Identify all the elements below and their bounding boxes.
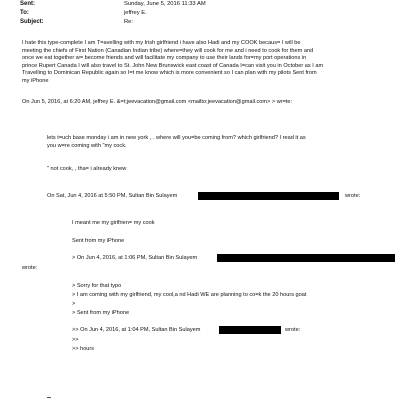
quote-header-sultan: On Sat, Jun 4, 2016 at 5:50 PM, Sultan Bin Sulayem <box>47 193 178 199</box>
body-line: my iPhone <box>22 77 49 84</box>
to-label: To: <box>20 10 29 16</box>
message-line: >> <box>72 337 79 343</box>
quote-header-jeffrey: On Jun 5, 2016, at 6:20 AM, jeffrey E. &=t;jeevacation@gmail.com <mailto:jeevacation@gmail.com> > wr=te: <box>22 99 293 105</box>
reply-not-cook: " not cook, , tha= i already knew <box>47 166 127 172</box>
subject-value: Re: <box>124 19 134 25</box>
message-line: > Sorry for that typo <box>72 283 122 289</box>
body-line: once we eat together w= become friends and will facilitate my company to use their lands for=my port operations in <box>22 55 307 62</box>
body-paragraph <box>22 40 323 86</box>
reply-paragraph <box>47 135 306 150</box>
redaction-bar <box>217 254 395 262</box>
quote-header-wrote: wrote: <box>345 193 361 199</box>
message-line: > <box>72 301 76 307</box>
message-line: >> hours <box>72 346 95 352</box>
subject-label: Subject: <box>20 19 44 25</box>
redaction-bar <box>219 326 281 334</box>
sent-label: Sent: <box>20 1 35 7</box>
body-line: Travelling to Dominican Republic again so I=t me know which is more convenient so I can plan with my pilots Sent from <box>22 70 317 77</box>
redaction-bar <box>198 192 339 200</box>
sent-value: Sunday, June 5, 2016 11:33 AM <box>124 1 206 7</box>
body-line: prince Rupert Canada I will also travel to St. John New Brunswick east coast of Canada I=can visit you in October as I am <box>22 62 324 69</box>
message-line: wrote: <box>22 265 38 271</box>
message-line: I meant me my girlfrien= my cook <box>72 220 155 226</box>
reply-line: you w=re coming with "my cock. <box>47 142 127 149</box>
to-value: jeffrey E. <box>124 10 147 16</box>
message-line: >> On Jun 4, 2016, at 1:04 PM, Sultan Bin Sulayem <box>72 327 201 333</box>
reply-line: lets t=uch base monday i am in new york , . where will you=be coming from? which girlfriend? I read it as <box>47 135 306 141</box>
message-line: > On Jun 4, 2016, at 1:06 PM, Sultan Bin Sulayem <box>72 255 198 261</box>
message-line: > I am coming with my girlfriend, my cool,a nd Hadi WE are planning to co=k the 20 hours goat <box>72 292 307 298</box>
body-line: I hate this type-complete I am T=avelling with my Irish girlfriend i have also Hadi and my COOK becaus= I will be <box>22 40 301 46</box>
stray-mark <box>47 397 51 398</box>
body-line: meeting the chiefs of First Nation (Canadian Indian tribe) where=they will cook for me and i need to cook for them and <box>22 47 314 54</box>
message-line: Sent from my iPhone <box>72 238 125 244</box>
message-line: > Sent from my iPhone <box>72 310 130 316</box>
message-line: wrote: <box>285 327 301 333</box>
